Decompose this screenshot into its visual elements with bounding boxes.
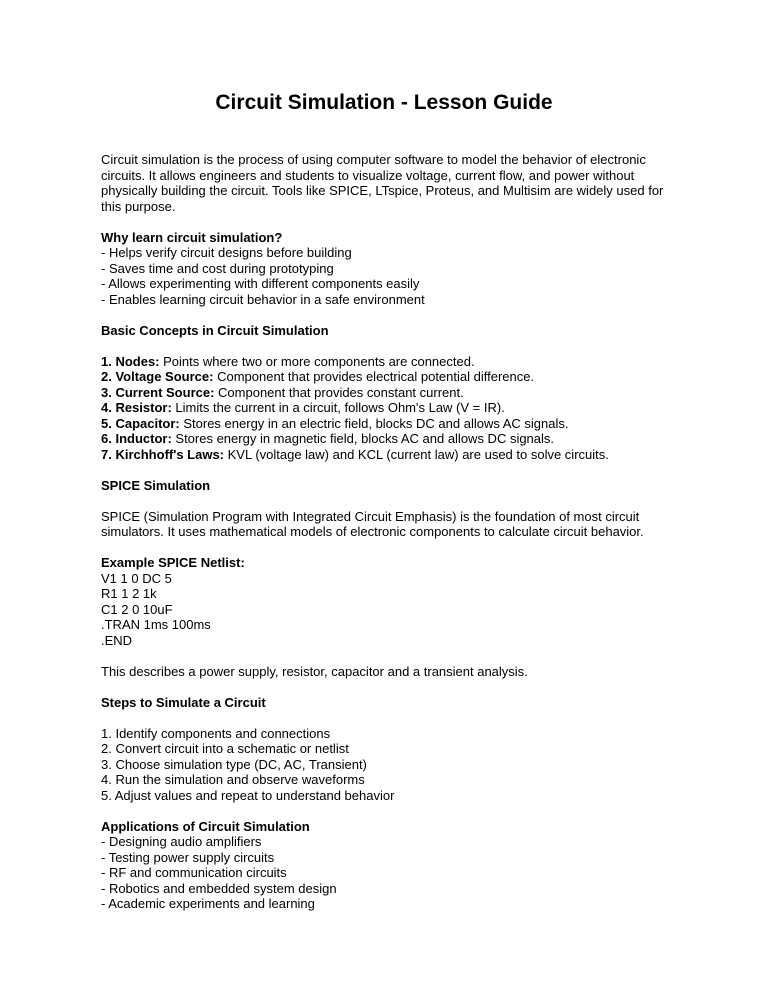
concept-term: 2. Voltage Source:: [101, 369, 214, 384]
spice-description-line: SPICE (Simulation Program with Integrated Circuit Emphasis) is the foundation of most circuit: [101, 508, 640, 524]
intro-line: Circuit simulation is the process of using computer software to model the behavior of electronic: [101, 152, 646, 167]
why-section: [101, 230, 671, 308]
steps-section: [101, 695, 671, 804]
step-item: 2. Convert circuit into a schematic or netlist: [101, 741, 349, 756]
concept-text: Component that provides electrical potential difference.: [213, 369, 535, 384]
netlist-line: C1 2 0 10uF: [101, 601, 173, 617]
step-item: 5. Adjust values and repeat to understand behavior: [101, 787, 395, 803]
list-item: - Helps verify circuit designs before building: [101, 245, 352, 260]
netlist-line: .TRAN 1ms 100ms: [101, 617, 211, 632]
intro-line: this purpose.: [101, 198, 176, 214]
netlist-line: .END: [101, 632, 133, 648]
steps-heading: Steps to Simulate a Circuit: [101, 694, 266, 710]
spice-description-line: simulators. It uses mathematical models of electronic components to calculate circuit behavior.: [101, 524, 644, 539]
concept-item: [101, 431, 671, 447]
netlist-heading: Example SPICE Netlist:: [101, 555, 245, 570]
page-title: Circuit Simulation - Lesson Guide: [215, 91, 553, 114]
concept-item: [101, 416, 671, 432]
intro-line: circuits. It allows engineers and students to visualize voltage, current flow, and power without: [101, 167, 635, 183]
concept-item: [101, 385, 671, 401]
concept-item: [101, 369, 671, 385]
list-item: - Designing audio amplifiers: [101, 834, 262, 849]
concepts-heading: Basic Concepts in Circuit Simulation: [101, 322, 329, 338]
intro-paragraph: [101, 152, 671, 214]
concept-item: [101, 400, 671, 416]
applications-heading: Applications of Circuit Simulation: [101, 818, 310, 834]
applications-section: [101, 819, 671, 912]
netlist-line: V1 1 0 DC 5: [101, 570, 172, 586]
netlist-line: R1 1 2 1k: [101, 586, 157, 601]
step-item: 4. Run the simulation and observe waveforms: [101, 772, 365, 787]
spice-heading: SPICE Simulation: [101, 477, 211, 493]
concept-term: 5. Capacitor:: [101, 415, 180, 431]
concept-term: 3. Current Source:: [101, 384, 215, 400]
concept-term: 6. Inductor:: [101, 431, 172, 446]
concept-text: Limits the current in a circuit, follows Ohm's Law (V = IR).: [171, 400, 505, 415]
concept-term: 7. Kirchhoff's Laws:: [101, 446, 224, 462]
spice-section: [101, 478, 671, 680]
concept-text: KVL (voltage law) and KCL (current law) are used to solve circuits.: [224, 446, 609, 462]
concept-text: Points where two or more components are connected.: [159, 353, 475, 369]
step-item: 3. Choose simulation type (DC, AC, Transient): [101, 756, 367, 772]
concept-term: 1. Nodes:: [101, 353, 160, 369]
concept-term: 4. Resistor:: [101, 400, 172, 415]
list-item: - Saves time and cost during prototyping: [101, 260, 334, 276]
document-body: [101, 152, 671, 912]
netlist-note: This describes a power supply, resistor, capacitor and a transient analysis.: [101, 663, 528, 679]
concept-item: [101, 447, 671, 463]
concept-text: Component that provides constant current.: [214, 384, 464, 400]
concepts-section: [101, 323, 671, 463]
step-item: 1. Identify components and connections: [101, 725, 331, 741]
why-heading: Why learn circuit simulation?: [101, 229, 283, 245]
concept-item: [101, 354, 671, 370]
list-item: - Robotics and embedded system design: [101, 880, 337, 896]
list-item: - RF and communication circuits: [101, 865, 287, 880]
concept-text: Stores energy in magnetic field, blocks AC and allows DC signals.: [171, 431, 555, 446]
list-item: - Allows experimenting with different components easily: [101, 276, 420, 291]
concept-text: Stores energy in an electric field, blocks DC and allows AC signals.: [179, 415, 569, 431]
intro-line: physically building the circuit. Tools like SPICE, LTspice, Proteus, and Multisim are widely used for: [101, 183, 664, 198]
list-item: - Testing power supply circuits: [101, 849, 275, 865]
list-item: - Academic experiments and learning: [101, 896, 315, 911]
list-item: - Enables learning circuit behavior in a safe environment: [101, 291, 425, 307]
